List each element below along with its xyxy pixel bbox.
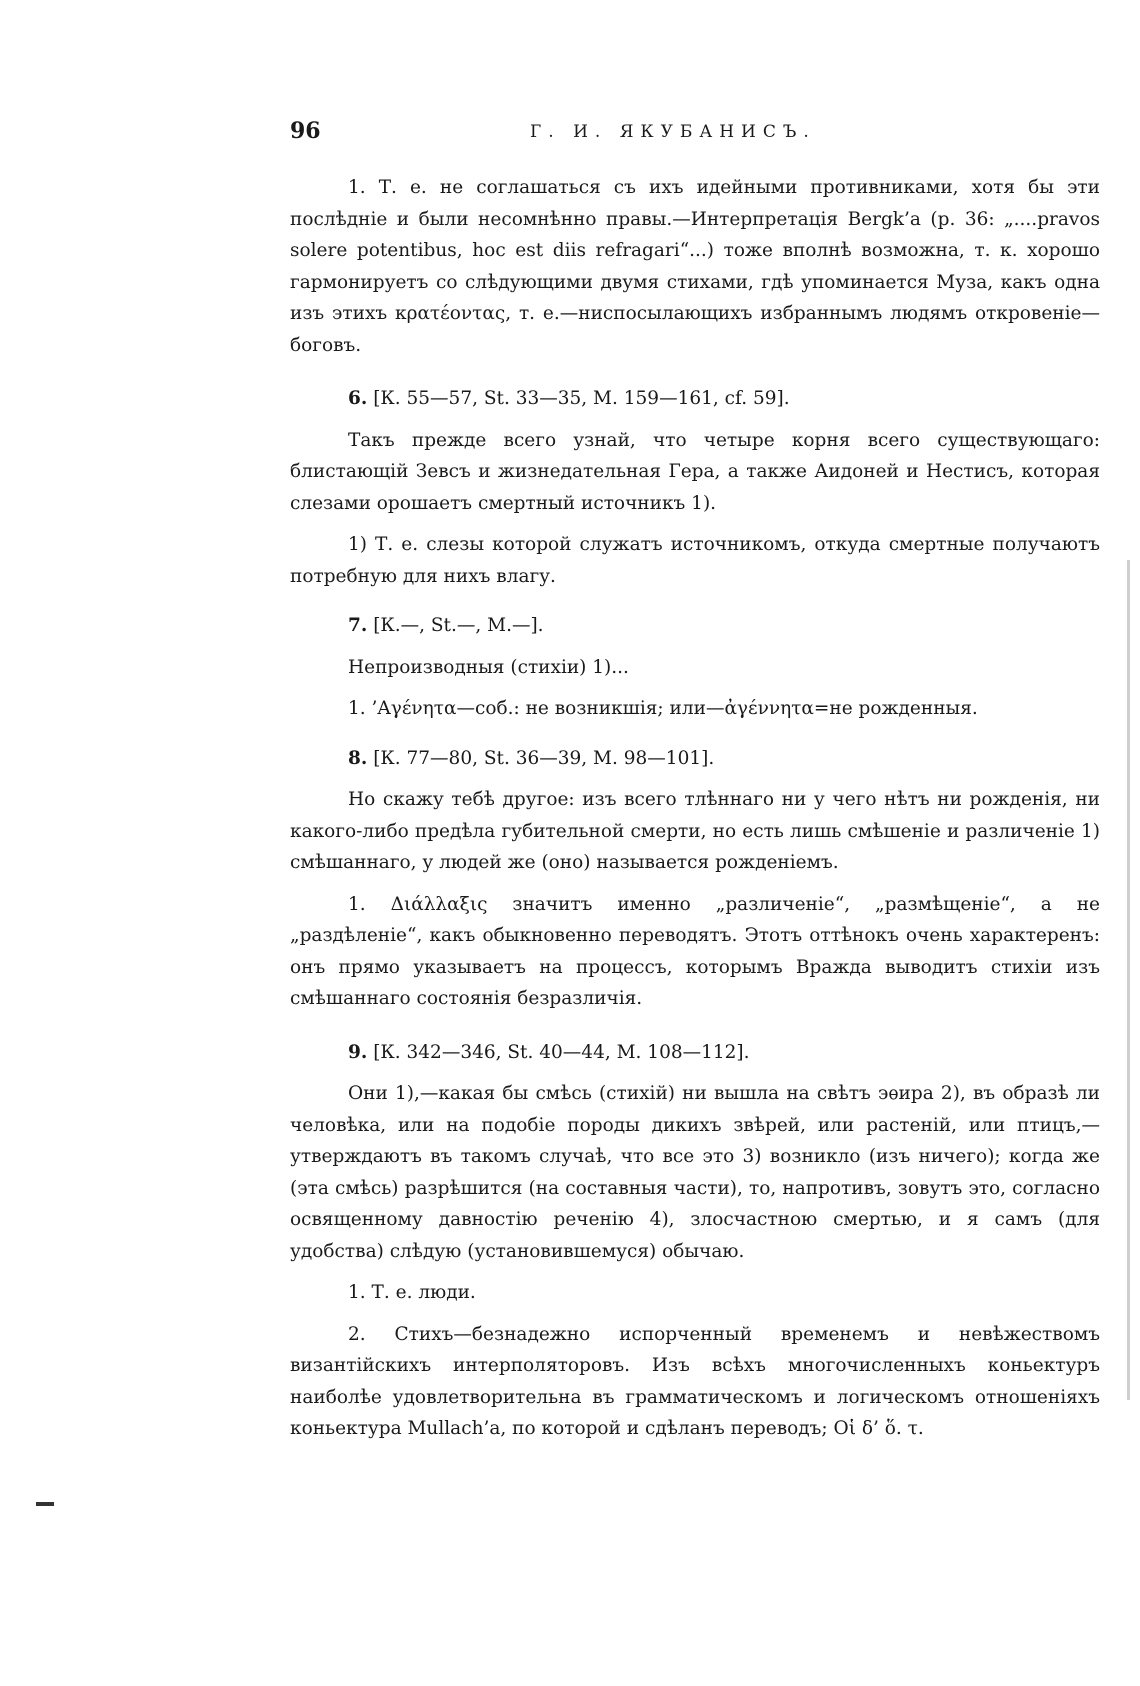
footnote-paragraph: 1. Διάλλαξις значитъ именно „различеніе“, „размѣщеніе“, а не „раздѣленіе“, какъ обыкновенно переводятъ. Этотъ оттѣнокъ очень характеренъ: онъ прямо указываетъ на процессъ, которымъ Вражда выводитъ стихіи изъ смѣшаннаго состоянія безразличія. — [290, 893, 1100, 1009]
footnote-paragraph: 1) Т. е. слезы которой служатъ источникомъ, откуда смертные получаютъ потребную для нихъ влагу. — [290, 534, 1100, 587]
fragment-translation: Но скажу тебѣ другое: изъ всего тлѣннаго ни у чего нѣтъ ни рожденія, ни какого-либо предѣла губительной смерти, но есть лишь смѣшеніе и различеніе 1) смѣшаннаго, у людей же (оно) называется рожденіемъ. — [290, 789, 1100, 873]
body-text — [290, 172, 1100, 1445]
footnote-paragraph: 1. Т. е. люди. — [348, 1282, 476, 1303]
fragment-heading: 6. [К. 55—57, St. 33—35, M. 159—161, cf. 59]. — [348, 388, 790, 409]
footnote-paragraph: 1. ’Αγένητα—соб.: не возникшія; или—ἀγέννητα=не рожденныя. — [348, 698, 978, 719]
fragment-heading: 9. [К. 342—346, St. 40—44, M. 108—112]. — [348, 1041, 750, 1063]
footnote-paragraph: 1. Т. е. не соглашаться съ ихъ идейными противниками, хотя бы эти послѣдніе и были несомнѣнно правы.—Интерпретація Bergk’a (p. 36: „....pravos solere potentibus, hoc est diis refragari“...) тоже вполнѣ возможна, т. к. хорошо гармонируетъ со слѣдующими двумя стихами, гдѣ упоминается Муза, какъ одна изъ этихъ κρατέοντας, т. е.—ниспосылающихъ избраннымъ людямъ откровеніе—боговъ. — [290, 177, 1100, 356]
fragment-heading: 7. [К.—, St.—, M.—]. — [348, 615, 544, 636]
fragment-translation: Они 1),—какая бы смѣсь (стихій) ни вышла на свѣтъ эѳира 2), въ образѣ ли человѣка, или на подобіе породы дикихъ звѣрей, или растеній, или птицъ,—утверждаютъ въ такомъ случаѣ, что все это 3) возникло (изъ ничего); когда же (эта смѣсь) разрѣшится (на составныя части), то, напротивъ, зовутъ это, согласно освященному давностію реченію 4), злосчастною смертью, и я самъ (для удобства) слѣдую (установившемуся) обычаю. — [290, 1083, 1100, 1262]
scan-mark — [36, 1502, 54, 1506]
page-header — [290, 118, 1100, 158]
running-head: Г. И. ЯКУБАНИСЪ. — [530, 122, 816, 142]
scan-edge-shadow — [1127, 560, 1130, 1400]
fragment-translation: Непроизводныя (стихіи) 1)... — [348, 656, 629, 678]
page-number: 96 — [290, 118, 321, 144]
footnote-paragraph: 2. Стихъ—безнадежно испорченный временемъ и невѣжествомъ византійскихъ интерполяторовъ. Изъ всѣхъ многочисленныхъ коньектуръ наиболѣе удовлетворительна въ грамматическомъ и логическомъ отношеніяхъ коньектура Mullach’a, по которой и сдѣланъ переводъ; Οἱ δ’ ὅ. τ. — [290, 1323, 1100, 1439]
fragment-heading: 8. [К. 77—80, St. 36—39, M. 98—101]. — [348, 747, 715, 769]
fragment-translation: Такъ прежде всего узнай, что четыре корня всего существующаго: блистающій Зевсъ и жизнедательная Гера, а также Аидоней и Нестисъ, которая слезами орошаетъ смертный источникъ 1). — [290, 429, 1100, 514]
